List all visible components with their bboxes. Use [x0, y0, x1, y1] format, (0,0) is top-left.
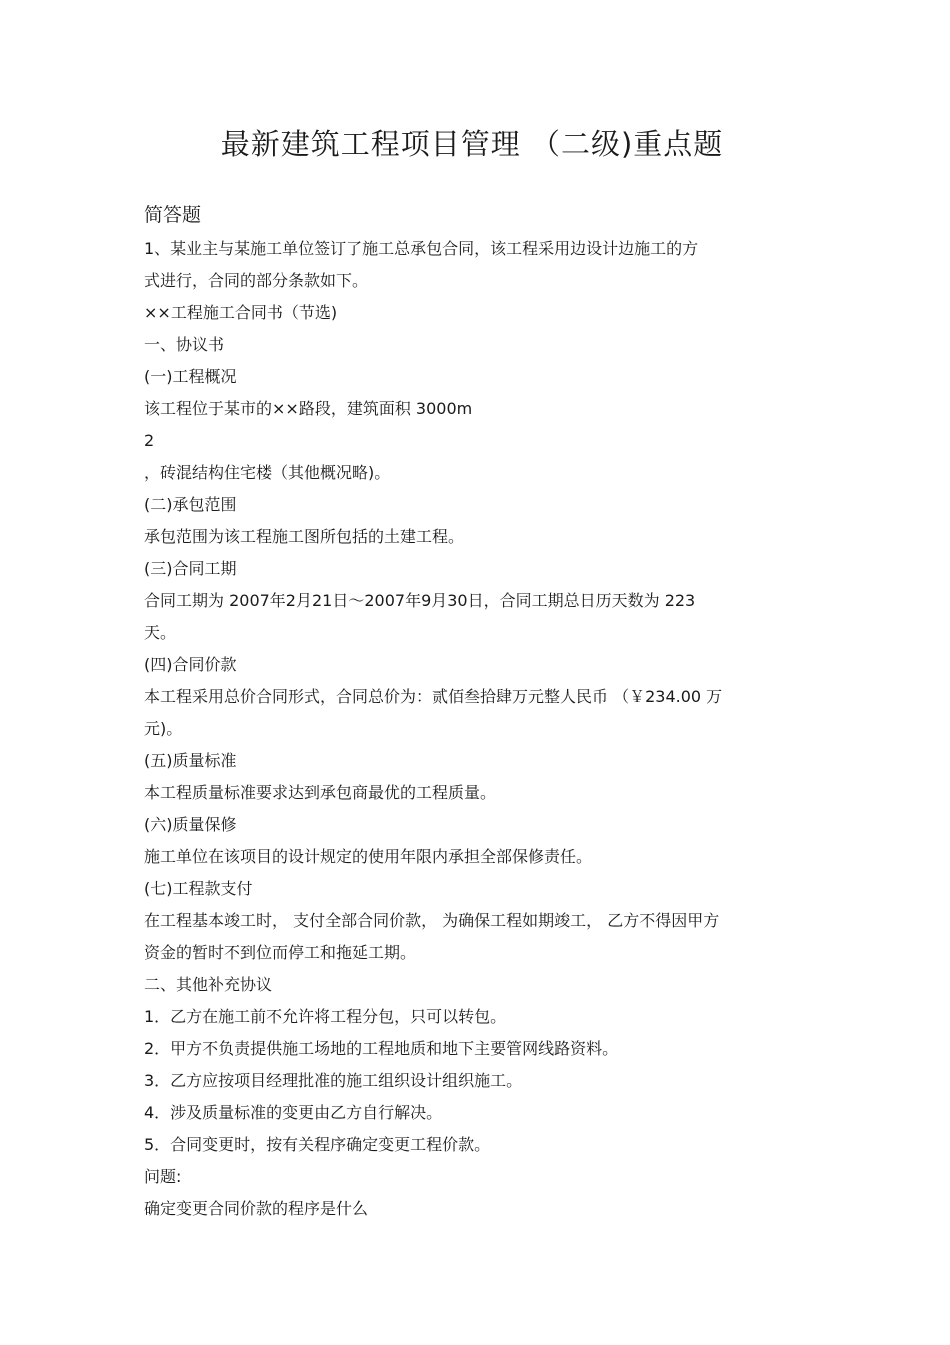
text-line: (一)工程概况 [144, 367, 237, 386]
text-line: (六)质量保修 [144, 815, 237, 834]
text-line: 确定变更合同价款的程序是什么 [144, 1199, 369, 1218]
text-line: 1．乙方在施工前不允许将工程分包，只可以转包。 [144, 1007, 507, 1026]
text-line: 4．涉及质量标准的变更由乙方自行解决。 [144, 1103, 443, 1122]
text-line: 本工程采用总价合同形式，合同总价为：贰佰叁拾肆万元整人民币 （￥234.00 万 [144, 687, 723, 706]
text-line: 施工单位在该项目的设计规定的使用年限内承担全部保修责任。 [144, 847, 593, 866]
text-line: (四)合同价款 [144, 655, 237, 674]
text-line: 在工程基本竣工时， 支付全部合同价款， 为确保工程如期竣工， 乙方不得因甲方 [144, 911, 720, 930]
text-line: 5．合同变更时，按有关程序确定变更工程价款。 [144, 1135, 491, 1154]
text-line: 3．乙方应按项目经理批准的施工组织设计组织施工。 [144, 1071, 523, 1090]
text-line: ××工程施工合同书（节选) [144, 303, 338, 322]
text-line: (五)质量标准 [144, 751, 237, 770]
text-line: (二)承包范围 [144, 495, 237, 514]
section-heading: 简答题 [144, 204, 202, 226]
text-line: 该工程位于某市的××路段，建筑面积 3000m [144, 399, 473, 418]
text-line: 式进行，合同的部分条款如下。 [144, 271, 369, 290]
text-line: 2．甲方不负责提供施工场地的工程地质和地下主要管网线路资料。 [144, 1039, 619, 1058]
document-body [144, 233, 816, 1225]
text-line: ，砖混结构住宅楼（其他概况略)。 [144, 463, 391, 482]
text-line: 资金的暂时不到位而停工和拖延工期。 [144, 943, 417, 962]
text-line: 天。 [144, 623, 177, 642]
text-line: 2 [144, 431, 155, 450]
text-line: 问题: [144, 1167, 182, 1186]
text-line: (七)工程款支付 [144, 879, 253, 898]
text-line: 一、协议书 [144, 335, 225, 354]
document-title: 最新建筑工程项目管理 （二级)重点题 [220, 127, 724, 161]
text-line: 本工程质量标准要求达到承包商最优的工程质量。 [144, 783, 497, 802]
text-line: 1、某业主与某施工单位签订了施工总承包合同，该工程采用边设计边施工的方 [144, 239, 699, 258]
text-line: (三)合同工期 [144, 559, 237, 578]
text-line: 二、其他补充协议 [144, 975, 273, 994]
text-line: 承包范围为该工程施工图所包括的土建工程。 [144, 527, 465, 546]
text-line: 元)。 [144, 719, 183, 738]
text-line: 合同工期为 2007年2月21日～2007年9月30日，合同工期总日历天数为 223 [144, 591, 696, 610]
